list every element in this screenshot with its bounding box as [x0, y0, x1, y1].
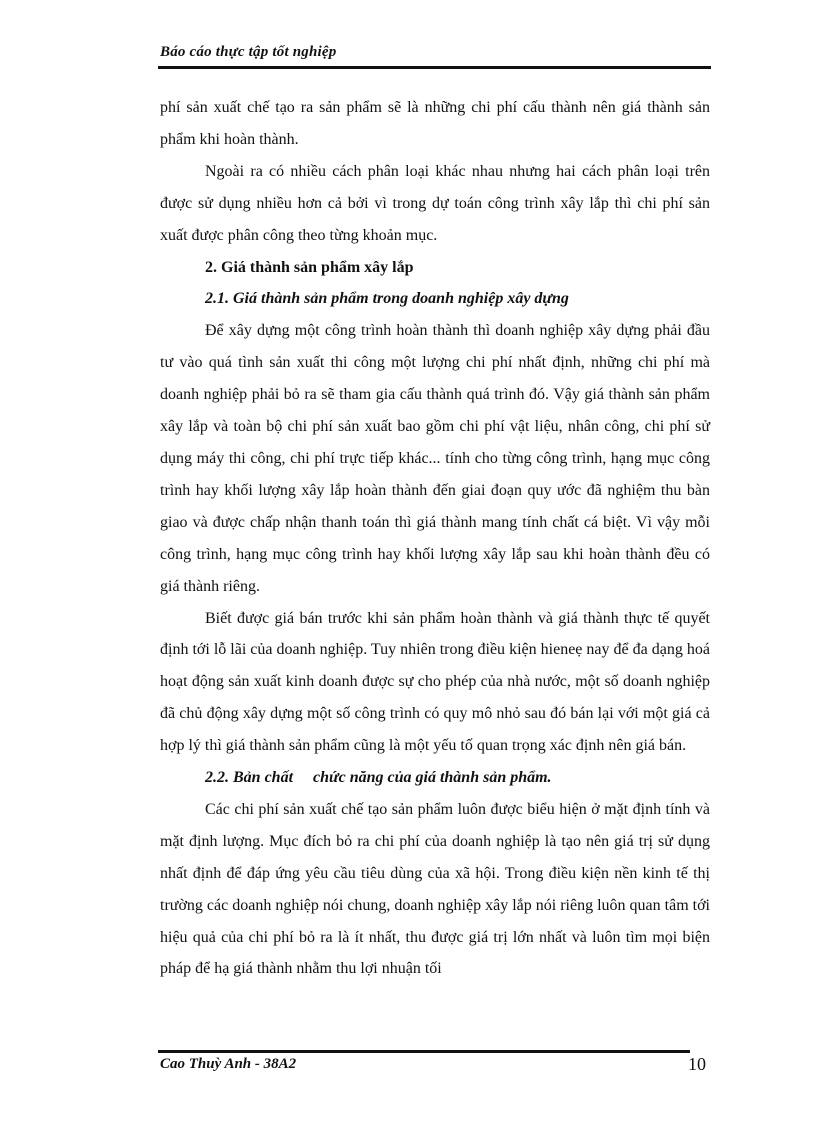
paragraph-continuation: phí sản xuất chế tạo ra sản phẩm sẽ là những chi phí cấu thành nên giá thành sản phẩm khi hoàn thành. [160, 99, 710, 148]
paragraph-classification: Ngoài ra có nhiều cách phân loại khác nhau nhưng hai cách phân loại trên được sử dụng nhiều hơn cả bởi vì trong dự toán công trình xây lắp thì chi phí sản xuất được phân công theo từng khoản mục. [160, 162, 710, 244]
footer-rule [158, 1050, 690, 1053]
document-body [160, 92, 710, 985]
paragraph-cost-nature: Các chi phí sản xuất chế tạo sản phẩm luôn được biểu hiện ở mặt định tính và mặt định lượng. Mục đích bỏ ra chi phí của doanh nghiệp là tạo nên giá trị sử dụng nhất định để đáp ứng yêu cầu tiêu dùng của xã hội. Trong điều kiện nền kinh tế thị trường các doanh nghiệp nói chung, doanh nghiệp xây lắp nói riêng luôn quan tâm tới hiệu quả của chi phí bỏ ra là ít nhất, thu được giá trị lớn nhất và luôn tìm mọi biện pháp để hạ giá thành nhằm thu lợi nhuận tối [160, 800, 710, 978]
subsection-heading-2-1: 2.1. Giá thành sản phẩm trong doanh nghiệp xây dựng [205, 290, 569, 308]
paragraph-construction-cost: Để xây dựng một công trình hoàn thành thì doanh nghiệp xây dựng phải đầu tư vào quá tình sản xuất thi công một lượng chi phí nhất định, những chi phí mà doanh nghiệp phải bỏ ra sẽ tham gia cấu thành quá trình đó. Vậy giá thành sản phẩm xây lắp và toàn bộ chi phí sản xuất bao gồm chi phí vật liệu, nhân công, chi phí sử dụng máy thi công, chi phí trực tiếp khác... tính cho từng công trình, hạng mục công trình hay khối lượng xây lắp hoàn thành đến giai đoạn quy ước đã nghiệm thu bàn giao và được chấp nhận thanh toán thì giá thành mang tính chất cá biệt. Vì vậy mỗi công trình, hạng mục công trình hay khối lượng xây lắp sau khi hoàn thành đều có giá thành riêng. [160, 322, 710, 595]
section-heading: 2. Giá thành sản phẩm xây lắp [205, 258, 414, 276]
page-number: 10 [688, 1054, 706, 1074]
subsection-heading-2-2: 2.2. Bản chất chức năng của giá thành sản phẩm. [205, 769, 552, 787]
footer-author: Cao Thuỳ Anh - 38A2 [160, 1056, 297, 1072]
header-title: Báo cáo thực tập tốt nghiệp [160, 44, 337, 60]
paragraph-selling-price: Biết được giá bán trước khi sản phẩm hoàn thành và giá thành thực tế quyết định tới lỗ lãi của doanh nghiệp. Tuy nhiên trong điều kiện hieneẹ nay để đa dạng hoá hoạt động sản xuất kinh doanh được sự cho phép của nhà nước, một số doanh nghiệp đã chủ động xây dựng một số công trình có quy mô nhỏ sau đó bán lại với một giá cả hợp lý thì giá thành sản phẩm cũng là một yếu tố quan trọng xác định nên giá bán. [160, 609, 710, 755]
header-rule [158, 66, 711, 69]
